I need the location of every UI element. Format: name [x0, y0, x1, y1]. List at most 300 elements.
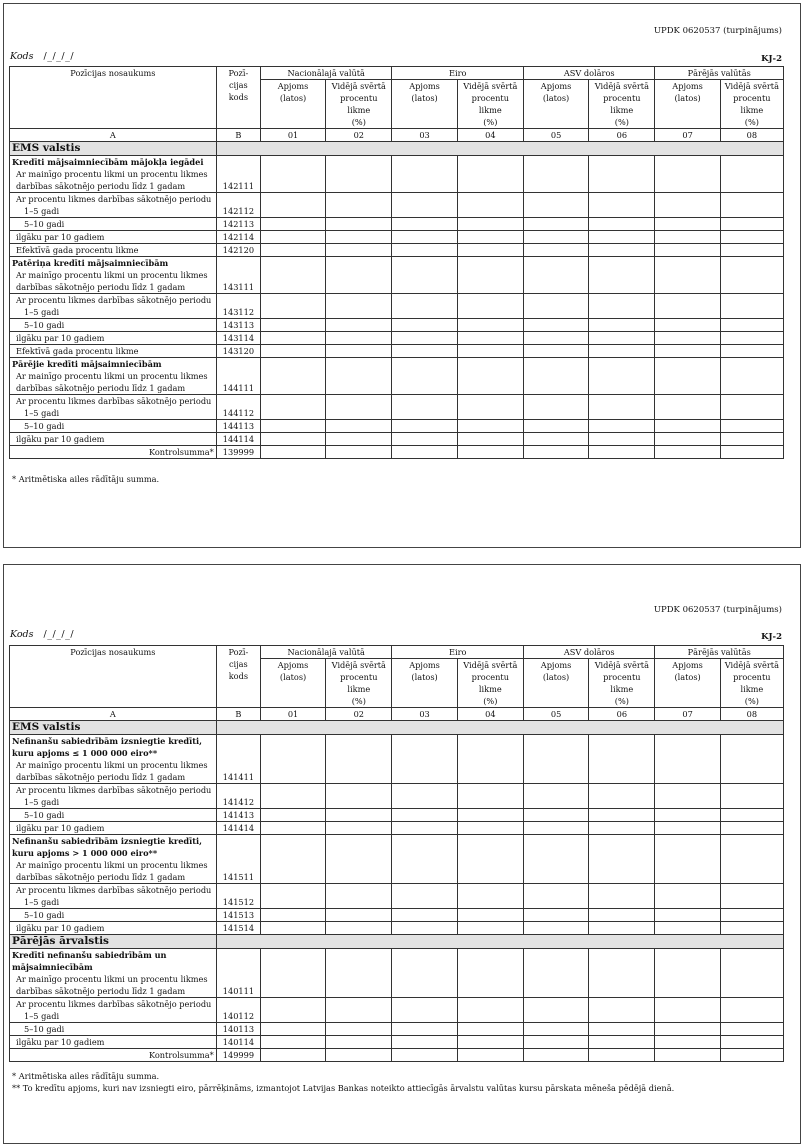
- row-code: 141411: [216, 735, 260, 784]
- value-cell[interactable]: [720, 332, 783, 345]
- row-label: Ar procentu likmes darbības sākotnējo periodu 1–5 gadi: [10, 884, 217, 909]
- header-line: (%): [483, 117, 498, 127]
- value-cell[interactable]: [392, 949, 457, 998]
- value-cell[interactable]: [589, 218, 655, 231]
- value-cell[interactable]: [523, 998, 588, 1023]
- value-cell[interactable]: [720, 420, 783, 433]
- value-cell[interactable]: [392, 909, 457, 922]
- table-row: [10, 358, 784, 395]
- column-letter: 05: [523, 129, 588, 142]
- row-label: Nefinanšu sabiedrībām izsniegtie kredīti, kuru apjoms > 1 000 000 eiro** Ar mainīgo procentu likmi un procentu likmes darbības sākotnējo periodu līdz 1 gadam: [10, 835, 217, 884]
- table-row: [10, 909, 784, 922]
- value-cell[interactable]: [523, 1049, 588, 1062]
- value-cell[interactable]: [457, 319, 523, 332]
- value-cell[interactable]: [589, 319, 655, 332]
- value-cell[interactable]: [326, 420, 392, 433]
- value-cell[interactable]: [392, 1049, 457, 1062]
- value-cell[interactable]: [720, 218, 783, 231]
- value-cell[interactable]: [720, 809, 783, 822]
- value-cell[interactable]: [260, 809, 325, 822]
- table-row: [10, 156, 784, 193]
- column-letter: 01: [260, 129, 325, 142]
- col-header-likme: [326, 659, 392, 708]
- value-cell[interactable]: [392, 319, 457, 332]
- group-title: Patēriņa kredīti mājsaimniecībām: [12, 258, 169, 268]
- header-line: (latos): [411, 93, 438, 103]
- value-cell[interactable]: [655, 345, 720, 358]
- column-letter: 05: [523, 708, 588, 721]
- value-cell[interactable]: [589, 835, 655, 884]
- value-cell[interactable]: [720, 345, 783, 358]
- value-cell[interactable]: [720, 1023, 783, 1036]
- value-cell[interactable]: [392, 156, 457, 193]
- value-cell[interactable]: [260, 319, 325, 332]
- value-cell[interactable]: [523, 922, 588, 935]
- value-cell[interactable]: [720, 784, 783, 809]
- group-title: Nefinanšu sabiedrībām izsniegtie kredīti, kuru apjoms > 1 000 000 eiro**: [12, 836, 203, 858]
- value-cell[interactable]: [457, 835, 523, 884]
- value-cell[interactable]: [523, 358, 588, 395]
- form-page-2: [3, 564, 801, 1144]
- col-header-apjoms: [392, 80, 457, 129]
- col-group-2: Eiro: [392, 67, 524, 80]
- value-cell[interactable]: [260, 822, 325, 835]
- value-cell[interactable]: [457, 949, 523, 998]
- value-cell[interactable]: [457, 735, 523, 784]
- value-cell[interactable]: [457, 358, 523, 395]
- value-cell[interactable]: [326, 345, 392, 358]
- value-cell[interactable]: [260, 433, 325, 446]
- value-cell[interactable]: [326, 395, 392, 420]
- value-cell[interactable]: [326, 319, 392, 332]
- value-cell[interactable]: [457, 345, 523, 358]
- value-cell[interactable]: [589, 446, 655, 459]
- value-cell[interactable]: [392, 433, 457, 446]
- value-cell[interactable]: [392, 998, 457, 1023]
- value-cell[interactable]: [655, 218, 720, 231]
- value-cell[interactable]: [589, 922, 655, 935]
- value-cell[interactable]: [720, 156, 783, 193]
- value-cell[interactable]: [392, 218, 457, 231]
- value-cell[interactable]: [655, 835, 720, 884]
- value-cell[interactable]: [655, 319, 720, 332]
- section-row: [10, 935, 784, 949]
- value-cell[interactable]: [326, 257, 392, 294]
- value-cell[interactable]: [326, 784, 392, 809]
- value-cell[interactable]: [260, 1049, 325, 1062]
- col-header-code: [216, 646, 260, 708]
- value-cell[interactable]: [523, 1023, 588, 1036]
- column-letter: 03: [392, 129, 457, 142]
- row-label: 5–10 gadi: [10, 420, 217, 433]
- value-cell[interactable]: [655, 1023, 720, 1036]
- row-label: ilgāku par 10 gadiem: [10, 1036, 217, 1049]
- footnote: * Aritmētiska ailes rādītāju summa.: [12, 474, 160, 484]
- row-label: Kredīti mājsaimniecībām mājokļa iegādei Ar mainīgo procentu likmi un procentu likmes darbības sākotnējo periodu līdz 1 gadam: [10, 156, 217, 193]
- value-cell[interactable]: [260, 884, 325, 909]
- section-fill: [216, 935, 783, 949]
- value-cell[interactable]: [260, 231, 325, 244]
- value-cell[interactable]: [326, 244, 392, 257]
- value-cell[interactable]: [457, 998, 523, 1023]
- value-cell[interactable]: [392, 922, 457, 935]
- value-cell[interactable]: [523, 446, 588, 459]
- value-cell[interactable]: [589, 949, 655, 998]
- value-cell[interactable]: [655, 156, 720, 193]
- value-cell[interactable]: [655, 949, 720, 998]
- value-cell[interactable]: [392, 1036, 457, 1049]
- value-cell[interactable]: [589, 257, 655, 294]
- row-code: 141413: [216, 809, 260, 822]
- value-cell[interactable]: [457, 433, 523, 446]
- row-label: Efektīvā gada procentu likme: [10, 345, 217, 358]
- value-cell[interactable]: [523, 735, 588, 784]
- value-cell[interactable]: [457, 922, 523, 935]
- value-cell[interactable]: [655, 909, 720, 922]
- form-id: KJ-2: [761, 632, 782, 642]
- value-cell[interactable]: [589, 1023, 655, 1036]
- value-cell[interactable]: [589, 345, 655, 358]
- value-cell[interactable]: [260, 345, 325, 358]
- value-cell[interactable]: [589, 809, 655, 822]
- column-letter: 01: [260, 708, 325, 721]
- value-cell[interactable]: [392, 446, 457, 459]
- table-row: [10, 822, 784, 835]
- value-cell[interactable]: [457, 884, 523, 909]
- value-cell[interactable]: [589, 998, 655, 1023]
- value-cell[interactable]: [457, 446, 523, 459]
- value-cell[interactable]: [260, 922, 325, 935]
- value-cell[interactable]: [523, 1036, 588, 1049]
- value-cell[interactable]: [457, 244, 523, 257]
- value-cell[interactable]: [523, 231, 588, 244]
- value-cell[interactable]: [655, 998, 720, 1023]
- value-cell[interactable]: [655, 332, 720, 345]
- value-cell[interactable]: [655, 433, 720, 446]
- value-cell[interactable]: [589, 358, 655, 395]
- table-row: [10, 218, 784, 231]
- value-cell[interactable]: [589, 822, 655, 835]
- value-cell[interactable]: [392, 193, 457, 218]
- value-cell[interactable]: [260, 949, 325, 998]
- value-cell[interactable]: [523, 294, 588, 319]
- value-cell[interactable]: [326, 218, 392, 231]
- col-header-likme: [720, 80, 783, 129]
- header-line: (%): [614, 696, 629, 706]
- value-cell[interactable]: [260, 835, 325, 884]
- table-row: [10, 395, 784, 420]
- value-cell[interactable]: [720, 257, 783, 294]
- value-cell[interactable]: [392, 420, 457, 433]
- value-cell[interactable]: [720, 433, 783, 446]
- value-cell[interactable]: [260, 784, 325, 809]
- report-table-2: [9, 645, 784, 1062]
- value-cell[interactable]: [392, 345, 457, 358]
- value-cell[interactable]: [720, 884, 783, 909]
- value-cell[interactable]: [655, 294, 720, 319]
- value-cell[interactable]: [326, 822, 392, 835]
- row-code: 141512: [216, 884, 260, 909]
- value-cell[interactable]: [326, 358, 392, 395]
- value-cell[interactable]: [589, 395, 655, 420]
- value-cell[interactable]: [655, 395, 720, 420]
- header-line: Apjoms: [277, 81, 309, 91]
- value-cell[interactable]: [720, 358, 783, 395]
- value-cell[interactable]: [523, 809, 588, 822]
- value-cell[interactable]: [260, 244, 325, 257]
- value-cell[interactable]: [457, 294, 523, 319]
- value-cell[interactable]: [457, 1023, 523, 1036]
- header-line: (%): [351, 696, 366, 706]
- value-cell[interactable]: [523, 156, 588, 193]
- value-cell[interactable]: [589, 231, 655, 244]
- value-cell[interactable]: [392, 294, 457, 319]
- value-cell[interactable]: [260, 193, 325, 218]
- value-cell[interactable]: [720, 319, 783, 332]
- value-cell[interactable]: [655, 446, 720, 459]
- value-cell[interactable]: [326, 294, 392, 319]
- value-cell[interactable]: [655, 244, 720, 257]
- value-cell[interactable]: [326, 1023, 392, 1036]
- value-cell[interactable]: [523, 345, 588, 358]
- value-cell[interactable]: [720, 909, 783, 922]
- value-cell[interactable]: [655, 822, 720, 835]
- value-cell[interactable]: [326, 332, 392, 345]
- value-cell[interactable]: [260, 156, 325, 193]
- value-cell[interactable]: [589, 332, 655, 345]
- value-cell[interactable]: [523, 395, 588, 420]
- value-cell[interactable]: [589, 784, 655, 809]
- value-cell[interactable]: [523, 244, 588, 257]
- value-cell[interactable]: [260, 998, 325, 1023]
- value-cell[interactable]: [260, 395, 325, 420]
- value-cell[interactable]: [720, 294, 783, 319]
- value-cell[interactable]: [260, 332, 325, 345]
- row-code: 140111: [216, 949, 260, 998]
- value-cell[interactable]: [720, 446, 783, 459]
- value-cell[interactable]: [655, 884, 720, 909]
- value-cell[interactable]: [392, 395, 457, 420]
- value-cell[interactable]: [326, 735, 392, 784]
- value-cell[interactable]: [457, 395, 523, 420]
- value-cell[interactable]: [655, 1049, 720, 1062]
- value-cell[interactable]: [326, 884, 392, 909]
- value-cell[interactable]: [523, 218, 588, 231]
- col-header-name: Pozīcijas nosaukums: [10, 646, 217, 708]
- value-cell[interactable]: [392, 784, 457, 809]
- value-cell[interactable]: [720, 735, 783, 784]
- value-cell[interactable]: [589, 1036, 655, 1049]
- row-label: ilgāku par 10 gadiem: [10, 332, 217, 345]
- value-cell[interactable]: [326, 193, 392, 218]
- value-cell[interactable]: [326, 231, 392, 244]
- value-cell[interactable]: [720, 949, 783, 998]
- column-letter: 06: [589, 129, 655, 142]
- value-cell[interactable]: [655, 420, 720, 433]
- value-cell[interactable]: [392, 1023, 457, 1036]
- value-cell[interactable]: [260, 909, 325, 922]
- value-cell[interactable]: [720, 922, 783, 935]
- value-cell[interactable]: [260, 294, 325, 319]
- value-cell[interactable]: [720, 244, 783, 257]
- value-cell[interactable]: [260, 257, 325, 294]
- row-label: ilgāku par 10 gadiem: [10, 922, 217, 935]
- value-cell[interactable]: [655, 784, 720, 809]
- value-cell[interactable]: [457, 332, 523, 345]
- value-cell[interactable]: [326, 1036, 392, 1049]
- value-cell[interactable]: [392, 231, 457, 244]
- value-cell[interactable]: [392, 358, 457, 395]
- footnotes-1: [12, 473, 159, 485]
- value-cell[interactable]: [392, 822, 457, 835]
- table-row: [10, 998, 784, 1023]
- col-header-code: [216, 67, 260, 129]
- table-row: [10, 231, 784, 244]
- header-line: Apjoms: [409, 81, 440, 91]
- col-header-likme: [326, 80, 392, 129]
- value-cell[interactable]: [457, 420, 523, 433]
- value-cell[interactable]: [589, 193, 655, 218]
- value-cell[interactable]: [589, 884, 655, 909]
- header-line: (latos): [279, 672, 307, 682]
- value-cell[interactable]: [720, 822, 783, 835]
- value-cell[interactable]: [589, 1049, 655, 1062]
- value-cell[interactable]: [457, 218, 523, 231]
- value-cell[interactable]: [326, 949, 392, 998]
- row-label: Efektīvā gada procentu likme: [10, 244, 217, 257]
- value-cell[interactable]: [392, 735, 457, 784]
- value-cell[interactable]: [720, 998, 783, 1023]
- row-code: 142114: [216, 231, 260, 244]
- value-cell[interactable]: [720, 193, 783, 218]
- col-group-1: Nacionālajā valūtā: [260, 67, 392, 80]
- value-cell[interactable]: [523, 319, 588, 332]
- table-row: [10, 922, 784, 935]
- value-cell[interactable]: [260, 1036, 325, 1049]
- value-cell[interactable]: [457, 193, 523, 218]
- value-cell[interactable]: [655, 231, 720, 244]
- value-cell[interactable]: [655, 809, 720, 822]
- col-group-3: ASV dolāros: [523, 67, 655, 80]
- value-cell[interactable]: [260, 358, 325, 395]
- value-cell[interactable]: [457, 156, 523, 193]
- value-cell[interactable]: [589, 420, 655, 433]
- value-cell[interactable]: [523, 420, 588, 433]
- value-cell[interactable]: [326, 835, 392, 884]
- value-cell[interactable]: [589, 244, 655, 257]
- value-cell[interactable]: [260, 218, 325, 231]
- table-row: [10, 345, 784, 358]
- value-cell[interactable]: [260, 1023, 325, 1036]
- value-cell[interactable]: [326, 1049, 392, 1062]
- value-cell[interactable]: [523, 909, 588, 922]
- value-cell[interactable]: [589, 433, 655, 446]
- group-title: Pārējie kredīti mājsaimniecībām: [12, 359, 162, 369]
- value-cell[interactable]: [260, 420, 325, 433]
- value-cell[interactable]: [457, 231, 523, 244]
- value-cell[interactable]: [720, 231, 783, 244]
- value-cell[interactable]: [655, 1036, 720, 1049]
- value-cell[interactable]: [655, 193, 720, 218]
- value-cell[interactable]: [392, 257, 457, 294]
- value-cell[interactable]: [392, 809, 457, 822]
- row-label: ilgāku par 10 gadiem: [10, 822, 217, 835]
- section-fill: [216, 721, 783, 735]
- footnotes-2: [12, 1070, 674, 1094]
- table-row: [10, 319, 784, 332]
- value-cell[interactable]: [392, 244, 457, 257]
- value-cell[interactable]: [523, 433, 588, 446]
- control-row: [10, 446, 784, 459]
- value-cell[interactable]: [523, 822, 588, 835]
- value-cell[interactable]: [326, 446, 392, 459]
- header-line: Apjoms: [540, 81, 572, 91]
- row-code: 143111: [216, 257, 260, 294]
- value-cell[interactable]: [260, 735, 325, 784]
- value-cell[interactable]: [589, 909, 655, 922]
- value-cell[interactable]: [457, 909, 523, 922]
- value-cell[interactable]: [523, 835, 588, 884]
- value-cell[interactable]: [326, 909, 392, 922]
- value-cell[interactable]: [655, 735, 720, 784]
- value-cell[interactable]: [589, 294, 655, 319]
- value-cell[interactable]: [523, 193, 588, 218]
- value-cell[interactable]: [589, 156, 655, 193]
- value-cell[interactable]: [326, 809, 392, 822]
- value-cell[interactable]: [457, 1049, 523, 1062]
- value-cell[interactable]: [720, 835, 783, 884]
- column-letter: 02: [326, 129, 392, 142]
- value-cell[interactable]: [326, 998, 392, 1023]
- value-cell[interactable]: [326, 156, 392, 193]
- value-cell[interactable]: [720, 1036, 783, 1049]
- value-cell[interactable]: [457, 257, 523, 294]
- value-cell[interactable]: [457, 1036, 523, 1049]
- value-cell[interactable]: [523, 884, 588, 909]
- col-header-apjoms: [392, 659, 457, 708]
- row-code: 143120: [216, 345, 260, 358]
- value-cell[interactable]: [523, 257, 588, 294]
- value-cell[interactable]: [457, 822, 523, 835]
- value-cell[interactable]: [392, 835, 457, 884]
- value-cell[interactable]: [392, 884, 457, 909]
- value-cell[interactable]: [720, 1049, 783, 1062]
- value-cell[interactable]: [523, 784, 588, 809]
- value-cell[interactable]: [655, 257, 720, 294]
- value-cell[interactable]: [523, 332, 588, 345]
- value-cell[interactable]: [326, 433, 392, 446]
- row-label: 5–10 gadi: [10, 909, 217, 922]
- table-row: [10, 784, 784, 809]
- value-cell[interactable]: [655, 922, 720, 935]
- value-cell[interactable]: [589, 735, 655, 784]
- value-cell[interactable]: [457, 809, 523, 822]
- value-cell[interactable]: [655, 358, 720, 395]
- value-cell[interactable]: [720, 395, 783, 420]
- column-letter: 04: [457, 708, 523, 721]
- value-cell[interactable]: [457, 784, 523, 809]
- value-cell[interactable]: [260, 446, 325, 459]
- header-line: Vidējā svērtā: [331, 660, 386, 670]
- value-cell[interactable]: [326, 922, 392, 935]
- row-label: Ar procentu likmes darbības sākotnējo periodu 1–5 gadi: [10, 193, 217, 218]
- value-cell[interactable]: [523, 949, 588, 998]
- row-label: Nefinanšu sabiedrībām izsniegtie kredīti, kuru apjoms ≤ 1 000 000 eiro** Ar mainīgo procentu likmi un procentu likmes darbības sākotnējo periodu līdz 1 gadam: [10, 735, 217, 784]
- row-label: Ar procentu likmes darbības sākotnējo periodu 1–5 gadi: [10, 998, 217, 1023]
- column-letter: 04: [457, 129, 523, 142]
- control-code: 139999: [216, 446, 260, 459]
- value-cell[interactable]: [392, 332, 457, 345]
